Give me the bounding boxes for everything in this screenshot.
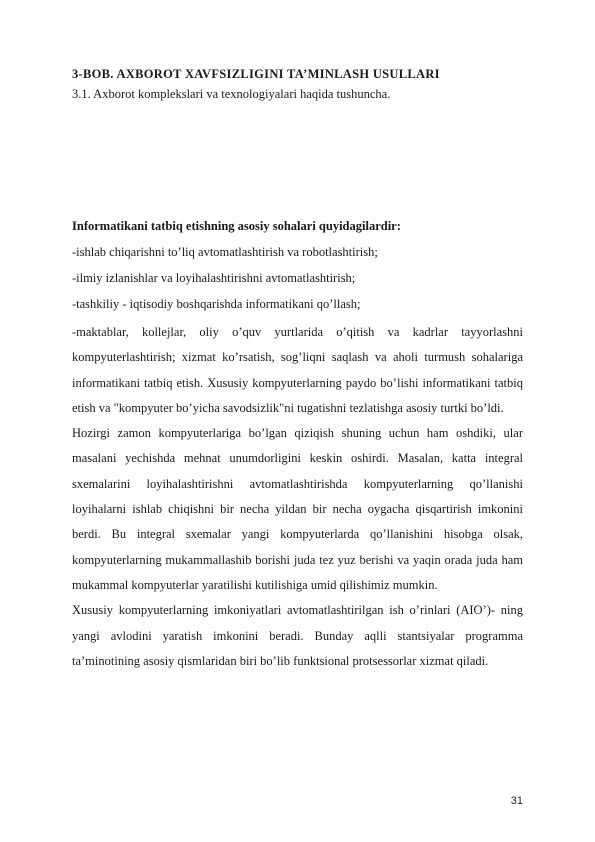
list-item: -tashkiliy - iqtisodiy boshqarishda informatikani qo’llash; [72, 297, 361, 311]
section-title: 3.1. Axborot komplekslari va texnologiyalari haqida tushuncha. [72, 87, 391, 101]
list-item: -ilmiy izlanishlar va loyihalashtirishni avtomatlashtirish; [72, 271, 356, 285]
body-paragraph: -maktablar, kollejlar, oliy o’quv yurtlarida o’qitish va kadrlar tayyorlashni kompyuterlashtirish; xizmat ko’rsatish, sog’liqni saqlash va aholi turmush sohalariga informatikani tatbiq etish. Xususiy kompyuterlarning paydo bo’lishi informatikani tatbiq etish va "kompyuter bo’yicha savodsizlik"ni tugatishni tezlatishga asosiy turtki bo’ldi. [72, 325, 523, 415]
chapter-title: 3-BOB. AXBOROT XAVFSIZLIGINI TA’MINLASH USULLARI [72, 67, 440, 81]
document-page [72, 64, 523, 674]
list-item: -ishlab chiqarishni to’liq avtomatlashtirish va robotlashtirish; [72, 245, 378, 259]
page-number: 31 [510, 795, 523, 807]
body-paragraph: Xususiy kompyuterlarning imkoniyatlari avtomatlashtirilgan ish o’rinlari (AIO’)- ning yangi avlodini yaratish imkonini beradi. Bunday aqlli stantsiyalar programma ta’minotining asosiy qismlaridan biri bo’lib funktsional protsessorlar xizmat qiladi. [72, 603, 523, 668]
list-heading: Informatikani tatbiq etishning asosiy sohalari quyidagilardir: [72, 219, 401, 233]
blank-space [72, 104, 523, 216]
body-paragraph: Hozirgi zamon kompyuterlariga bo’lgan qiziqish shuning uchun ham oshdiki, ular masalani yechishda mehnat unumdorligini keskin oshirdi. Masalan, katta integral sxemalarini loyihalashtirishni avtomatlashtirishda kompyuterlarning qo’llanishi loyihalarni ishlab chiqishni bir necha yildan bir necha oygacha qisqartirish imkonini berdi. Bu integral sxemalar yangi kompyuterlarda qo’llanishini hisobga olsak, kompyuterlarning mukammallashib borishi juda tez yuz berishi va yaqin orada juda ham mukammal kompyuterlar yaratilishi kutilishiga umid qilishimiz mumkin. [72, 426, 523, 592]
